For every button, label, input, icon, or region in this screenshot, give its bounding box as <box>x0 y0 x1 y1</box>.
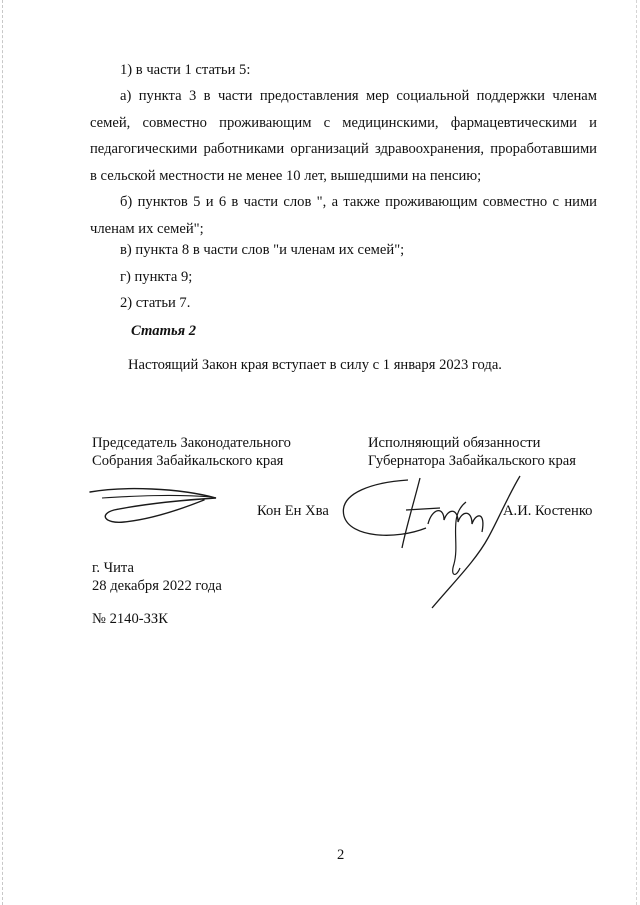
page-edge-right <box>636 0 638 905</box>
amendment-item: а) пункта 3 в части предоставления мер социальной поддержки членам семей, совместно проживающим с медицинскими, фармацевтическими и педагогическими работниками организаций здравоохранения, проработавшими в сельской местности не менее 10 лет, вышедшими на пенсию; <box>90 88 597 184</box>
page-edge-left <box>2 0 4 905</box>
article-text: Настоящий Закон края вступает в силу с 1 января 2023 года. <box>128 357 502 373</box>
left-signature-icon <box>84 478 224 530</box>
date: 28 декабря 2022 года <box>92 578 222 594</box>
amendment-item: б) пунктов 5 и 6 в части слов ", а также проживающим совместно с ними членам их семей"; <box>90 194 597 237</box>
right-title-line: Губернатора Забайкальского края <box>368 453 576 469</box>
left-signatory-title <box>92 434 291 470</box>
left-signatory-name: Кон Ен Хва <box>257 503 329 519</box>
left-title-line: Председатель Законодательного <box>92 435 291 451</box>
document-number: № 2140-ЗЗК <box>92 611 168 627</box>
amendment-item: в) пункта 8 в части слов "и членам их семей"; <box>120 242 405 258</box>
amendment-item: 2) статьи 7. <box>120 295 191 311</box>
right-title-line: Исполняющий обязанности <box>368 435 541 451</box>
left-title-line: Собрания Забайкальского края <box>92 453 284 469</box>
place: г. Чита <box>92 560 134 576</box>
right-signature-icon <box>336 472 526 612</box>
right-signatory-name: А.И. Костенко <box>503 503 593 519</box>
amendment-item: г) пункта 9; <box>120 269 193 285</box>
article-heading: Статья 2 <box>131 323 197 339</box>
right-signatory-title <box>368 434 576 470</box>
amendment-item: 1) в части 1 статьи 5: <box>120 62 251 78</box>
page-number: 2 <box>337 847 345 863</box>
